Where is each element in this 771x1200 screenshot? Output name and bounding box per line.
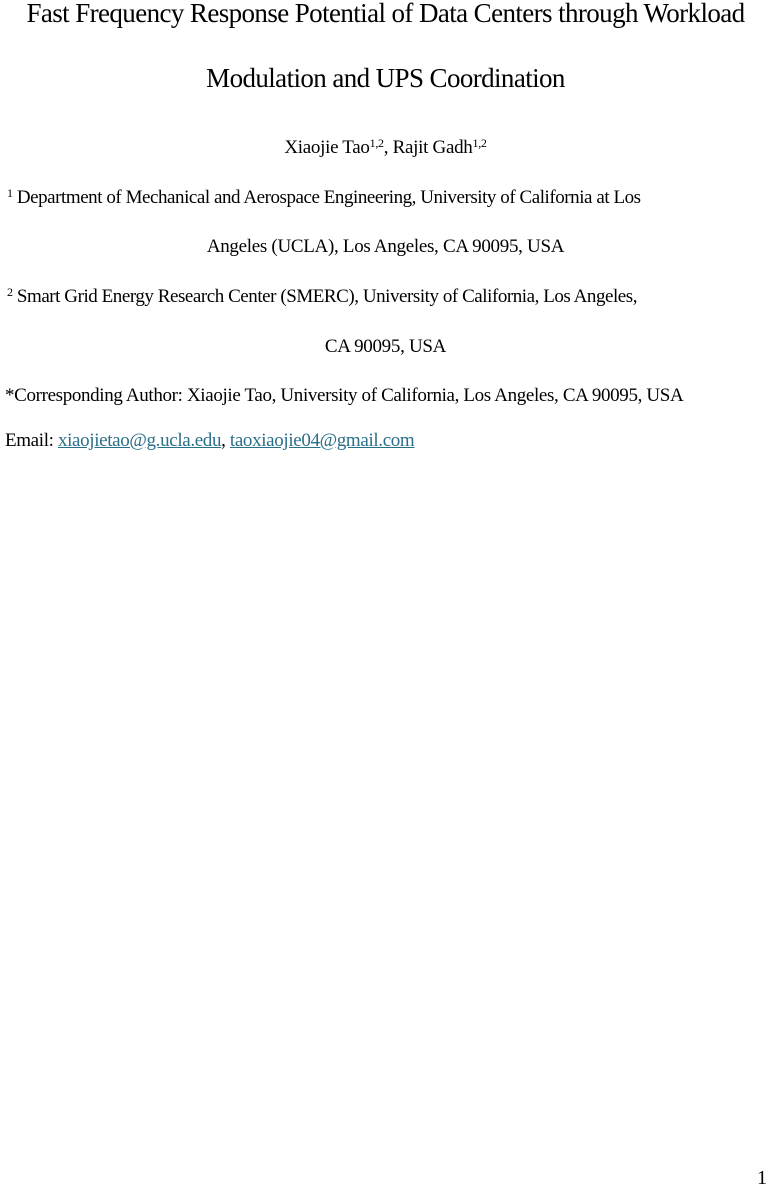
- affiliation-1: [7, 188, 641, 207]
- page-number: 1: [757, 1167, 767, 1189]
- email-label: Email:: [5, 430, 58, 451]
- affiliation-2: [7, 287, 637, 306]
- author-name: Xiaojie Tao: [284, 137, 370, 158]
- title-line-1: Fast Frequency Response Potential of Data Centers through Workload: [26, 0, 745, 28]
- author-list: [0, 138, 771, 157]
- email-link-gmail[interactable]: taoxiaojie04@gmail.com: [229, 430, 415, 451]
- author-affiliation-marker: 1,2: [472, 136, 487, 150]
- email-link-ucla[interactable]: xiaojietao@g.ucla.edu: [57, 430, 222, 451]
- email-separator: ,: [221, 430, 230, 451]
- affiliation-marker: 2: [7, 285, 13, 299]
- author-affiliation-marker: 1,2: [369, 136, 384, 150]
- affiliation-marker: 1: [7, 186, 13, 200]
- author-name: Rajit Gadh: [392, 137, 473, 158]
- author-separator: ,: [383, 137, 393, 158]
- affiliation-1-continued: Angeles (UCLA), Los Angeles, CA 90095, USA: [206, 236, 565, 257]
- affiliation-text: Department of Mechanical and Aerospace Engineering, University of California at Los: [16, 187, 641, 208]
- title-line-2: Modulation and UPS Coordination: [206, 63, 565, 93]
- affiliation-2-continued: CA 90095, USA: [324, 336, 447, 357]
- email-line: [5, 431, 414, 450]
- affiliation-text: Smart Grid Energy Research Center (SMERC), University of California, Los Angeles,: [16, 286, 638, 307]
- corresponding-author: *Corresponding Author: Xiaojie Tao, University of California, Los Angeles, CA 90095, USA: [5, 385, 684, 406]
